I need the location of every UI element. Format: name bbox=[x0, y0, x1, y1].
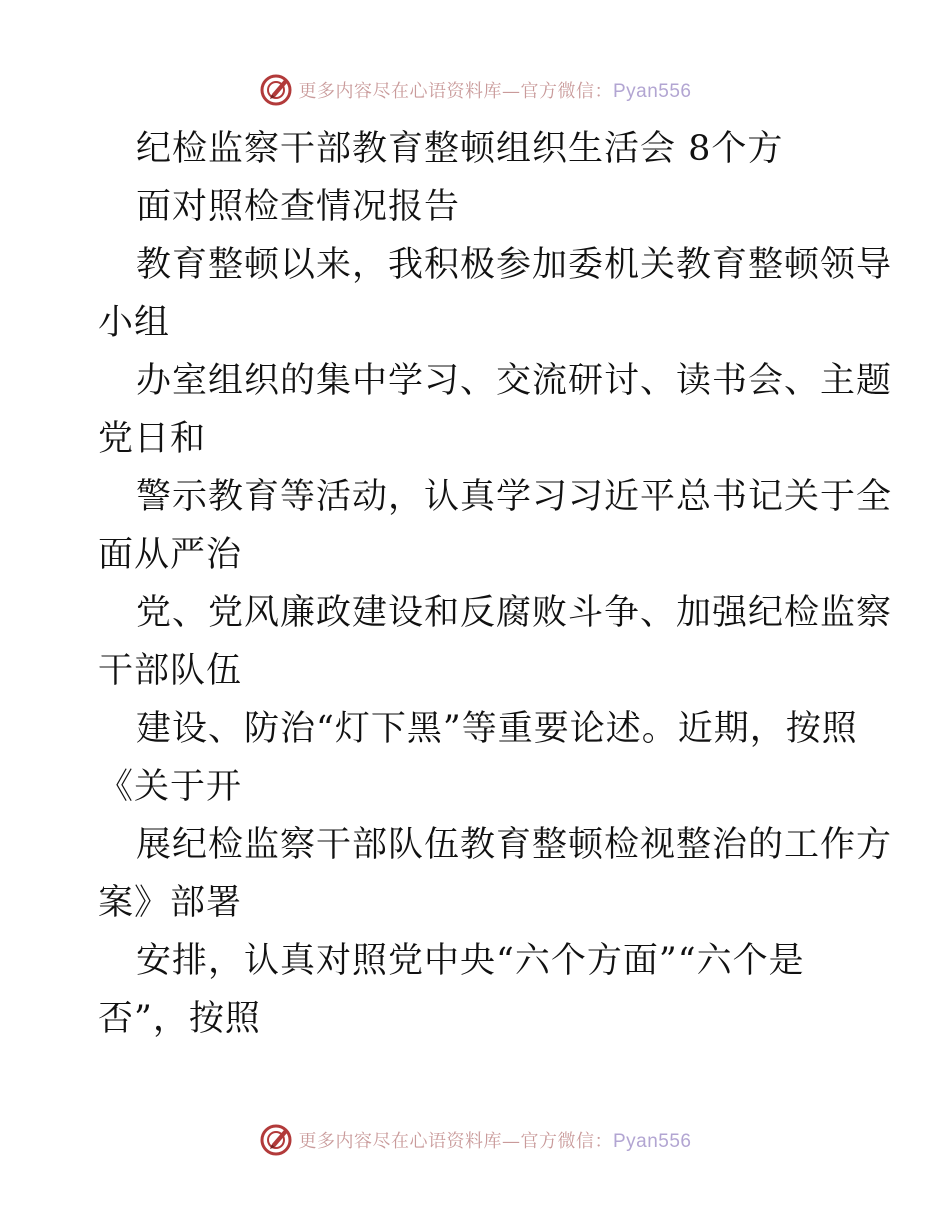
paragraph-line: 面从严治 bbox=[98, 535, 243, 575]
paragraph-line: 警示教育等活动，认真学习习近平总书记关于全 bbox=[136, 477, 893, 517]
paragraph-line: 办室组织的集中学习、交流研讨、读书会、主题 bbox=[136, 361, 893, 401]
paragraph-line: 干部队伍 bbox=[98, 651, 243, 691]
header-banner bbox=[0, 70, 950, 110]
paragraph-line: 安排，认真对照党中央“六个方面”“六个是 bbox=[136, 941, 805, 981]
banner-wechat-id: Pyan556 bbox=[612, 1131, 692, 1152]
banner-wechat-label: 官方微信： bbox=[520, 81, 613, 102]
footer-banner bbox=[0, 1120, 950, 1160]
banner-wechat-id: Pyan556 bbox=[612, 81, 692, 102]
banner-separator: — bbox=[501, 81, 521, 102]
paragraph-line: 《关于开 bbox=[98, 767, 243, 807]
paragraph-line: 建设、防治“灯下黑”等重要论述。近期，按照 bbox=[136, 709, 858, 749]
paragraph-line: 党日和 bbox=[98, 419, 207, 459]
paragraph-line: 案》部署 bbox=[98, 883, 243, 923]
pen-logo-icon bbox=[258, 72, 294, 108]
banner-text bbox=[298, 1127, 691, 1153]
paragraph-line: 小组 bbox=[98, 303, 171, 343]
pen-logo-icon bbox=[258, 1122, 294, 1158]
paragraph-line: 否”，按照 bbox=[98, 999, 261, 1039]
banner-main-text: 更多内容尽在心语资料库 bbox=[298, 81, 502, 102]
paragraph-line: 展纪检监察干部队伍教育整顿检视整治的工作方 bbox=[136, 825, 893, 865]
document-title-line-1: 纪检监察干部教育整顿组织生活会 8个方 bbox=[136, 129, 784, 169]
banner-wechat-label: 官方微信： bbox=[520, 1131, 613, 1152]
document-body bbox=[98, 120, 893, 1048]
banner-main-text: 更多内容尽在心语资料库 bbox=[298, 1131, 502, 1152]
paragraph-line: 党、党风廉政建设和反腐败斗争、加强纪检监察 bbox=[136, 593, 893, 633]
banner-text bbox=[298, 77, 691, 103]
paragraph-line: 教育整顿以来，我积极参加委机关教育整顿领导 bbox=[136, 245, 893, 285]
banner-separator: — bbox=[501, 1131, 521, 1152]
document-title-line-2: 面对照检查情况报告 bbox=[136, 187, 461, 227]
